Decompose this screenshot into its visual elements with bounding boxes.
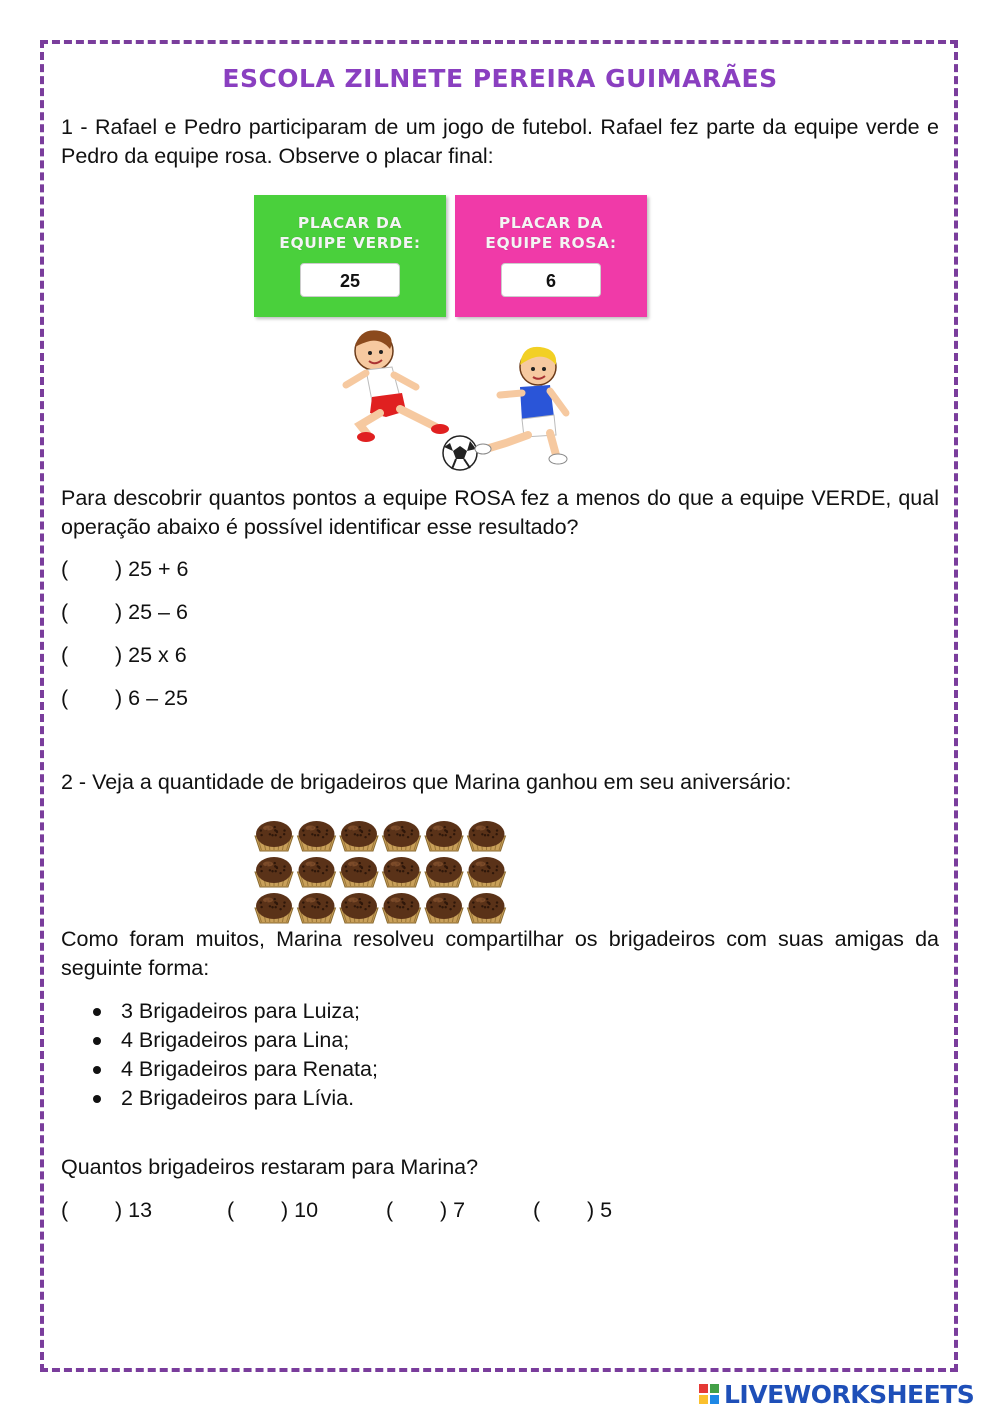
brigadeiro	[383, 857, 421, 887]
brigadeiro	[298, 893, 336, 923]
brigadeiro	[340, 893, 378, 923]
brigadeiro	[340, 857, 378, 887]
list-item: 4 Brigadeiros para Lina;	[90, 1026, 378, 1055]
brigadeiro	[468, 857, 506, 887]
liveworksheets-logo-text: LIVEWORKSHEETS	[724, 1379, 975, 1409]
q1-option-3[interactable]: ( ) 25 x 6	[61, 643, 187, 667]
list-item: 2 Brigadeiros para Lívia.	[90, 1084, 378, 1113]
question-2-share-text: Como foram muitos, Marina resolveu compartilhar os brigadeiros com suas amigas da seguinte forma:	[61, 927, 939, 980]
q2-option-3[interactable]: ( ) 7	[386, 1198, 466, 1222]
pink-scoreboard-label: PLACAR DA EQUIPE ROSA:	[485, 214, 617, 252]
school-title: ESCOLA ZILNETE PEREIRA GUIMARÃES	[222, 64, 778, 93]
q1-option-4[interactable]: ( ) 6 – 25	[61, 686, 188, 710]
q1-option-1[interactable]: ( ) 25 + 6	[61, 557, 189, 581]
boy-blue-shirt	[475, 347, 567, 464]
q2-option-4[interactable]: ( ) 5	[533, 1198, 613, 1222]
list-item: 4 Brigadeiros para Renata;	[90, 1055, 378, 1084]
brigadeiro	[298, 821, 336, 851]
brigadeiro	[425, 893, 463, 923]
question-2-intro: 2 - Veja a quantidade de brigadeiros que Marina ganhou em seu aniversário:	[61, 770, 792, 794]
liveworksheets-logo-icon	[698, 1383, 720, 1405]
friends-list	[90, 997, 378, 1113]
question-1-intro: 1 - Rafael e Pedro participaram de um jogo de futebol. Rafael fez parte da equipe verde e Pedro da equipe rosa. Observe o placar final:	[61, 115, 939, 168]
brigadeiro	[468, 821, 506, 851]
brigadeiro	[255, 821, 293, 851]
brigadeiro	[383, 821, 421, 851]
question-2-prompt: Quantos brigadeiros restaram para Marina?	[61, 1155, 479, 1179]
q1-option-2[interactable]: ( ) 25 – 6	[61, 600, 188, 624]
list-item: 3 Brigadeiros para Luiza;	[90, 997, 378, 1026]
q2-option-2[interactable]: ( ) 10	[227, 1198, 319, 1222]
brigadeiro	[255, 893, 293, 923]
brigadeiros-grid	[254, 816, 510, 924]
brigadeiro	[255, 857, 293, 887]
soccer-ball	[443, 436, 477, 470]
q2-option-1[interactable]: ( ) 13	[61, 1198, 153, 1222]
brigadeiro	[383, 893, 421, 923]
green-scoreboard-label: PLACAR DA EQUIPE VERDE:	[279, 214, 421, 252]
liveworksheets-logo[interactable]	[698, 1378, 974, 1410]
green-score: 25	[300, 263, 400, 297]
brigadeiro	[298, 857, 336, 887]
brigadeiro	[468, 893, 506, 923]
brigadeiro	[425, 821, 463, 851]
pink-scoreboard	[455, 195, 647, 317]
boy-red-shorts	[346, 330, 449, 442]
brigadeiro	[425, 857, 463, 887]
green-scoreboard	[254, 195, 446, 317]
brigadeiro	[340, 821, 378, 851]
pink-score: 6	[501, 263, 601, 297]
question-1-prompt: Para descobrir quantos pontos a equipe ROSA fez a menos do que a equipe VERDE, qual operação abaixo é possível identificar esse resultado?	[61, 486, 939, 539]
soccer-kids-illustration	[340, 325, 580, 473]
